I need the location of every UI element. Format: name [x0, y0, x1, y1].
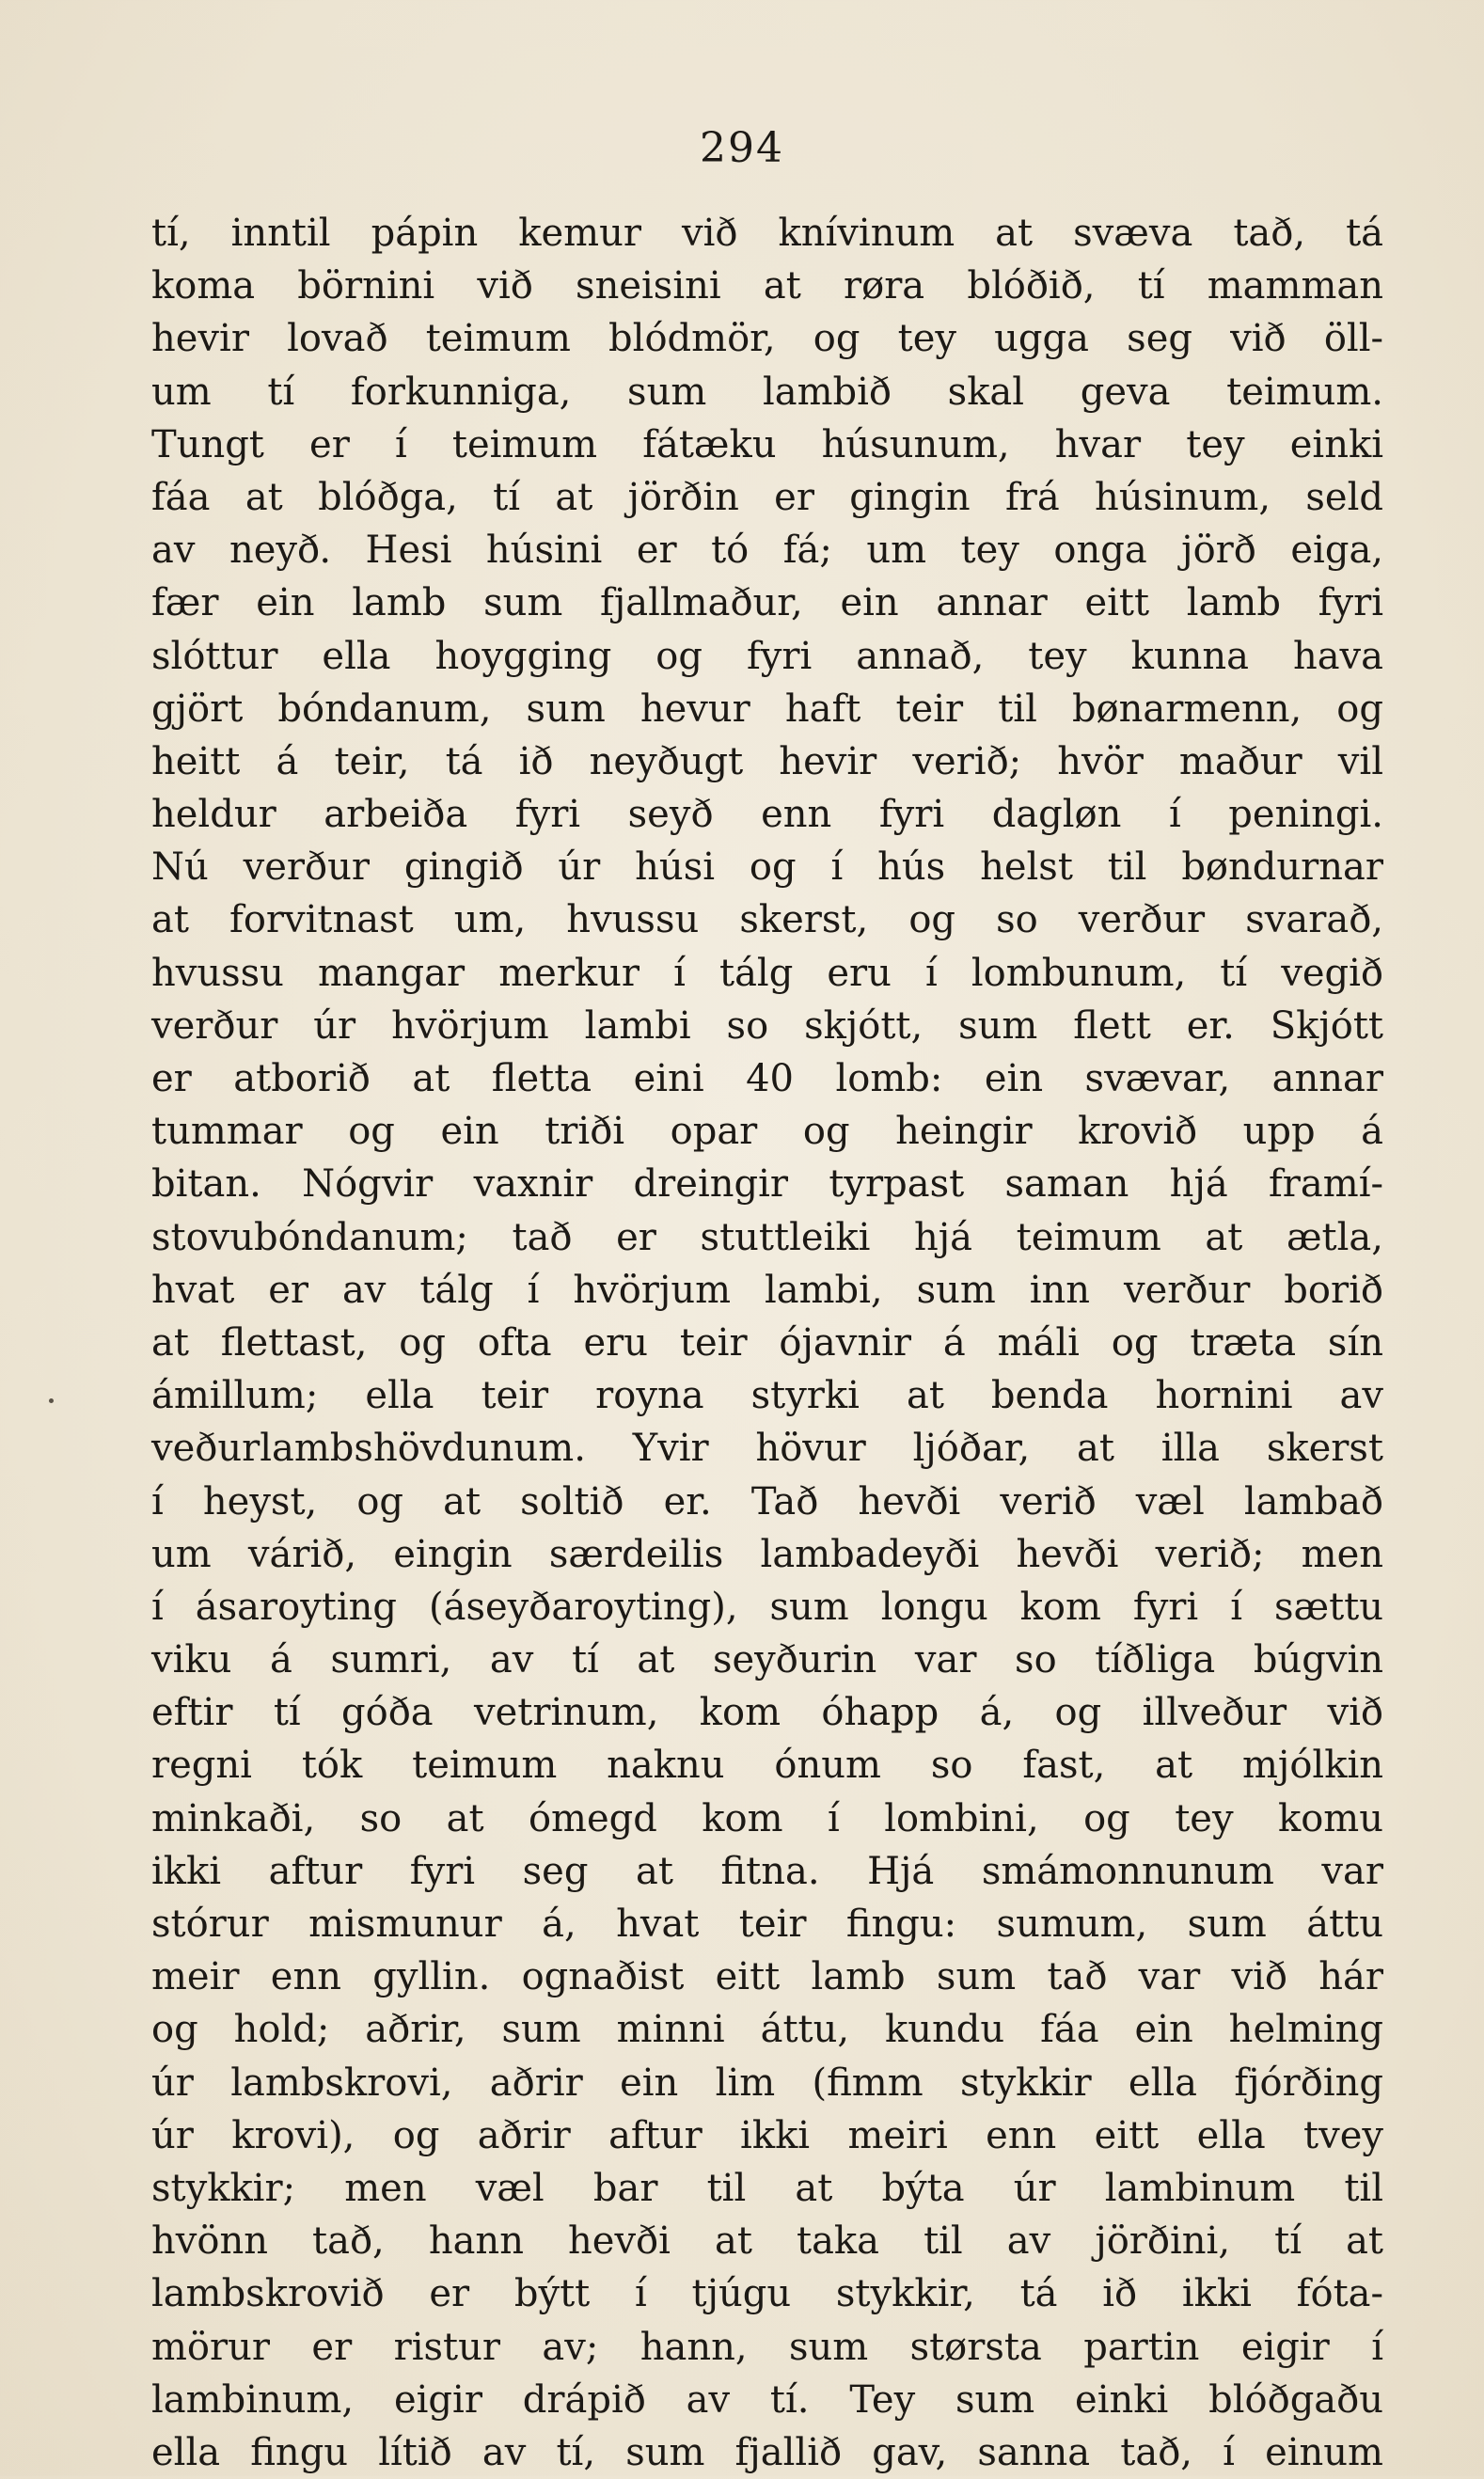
- text-line: Tungt er í teimum fátæku húsunum, hvar tey einki: [151, 422, 1383, 466]
- text-line: lambinum, eigir drápið av tí. Tey sum einki blóðgaðu: [151, 2377, 1383, 2422]
- text-line: hvönn tað, hann hevði at taka til av jörðini, tí at: [151, 2219, 1383, 2264]
- text-line: veðurlambshövdunum. Yvir hövur ljóðar, at illa skerst: [151, 1427, 1383, 1471]
- text-line: fær ein lamb sum fjallmaður, ein annar eitt lamb fyri: [151, 581, 1383, 625]
- text-line: ikki aftur fyri seg at fitna. Hjá smámonnunum var: [151, 1849, 1383, 1893]
- text-line: koma börnini við sneisini at røra blóðið, tí mamman: [151, 264, 1383, 308]
- text-line: úr krovi), og aðrir aftur ikki meiri enn eitt ella tvey: [151, 2113, 1383, 2157]
- text-line: í heyst, og at soltið er. Tað hevði verið væl lambað: [151, 1479, 1383, 1524]
- text-line: tí, inntil pápin kemur við knívinum at svæva tað, tá: [151, 212, 1383, 255]
- page-number: 294: [700, 124, 784, 172]
- text-line: av neyð. Hesi húsini er tó fá; um tey onga jörð eiga,: [151, 529, 1383, 573]
- body-text: [151, 207, 1383, 2479]
- text-line: stovubóndanum; tað er stuttleiki hjá teimum at ætla,: [151, 1215, 1383, 1259]
- text-line: mörur er ristur av; hann, sum størsta partin eigir í: [151, 2325, 1383, 2369]
- text-line: fáa at blóðga, tí at jörðin er gingin frá húsinum, seld: [151, 475, 1383, 519]
- text-line: viku á sumri, av tí at seyðurin var so tíðliga búgvin: [151, 1638, 1383, 1682]
- text-line: regni tók teimum naknu ónum so fast, at mjólkin: [151, 1744, 1383, 1788]
- text-line: um tí forkunniga, sum lambið skal geva teimum.: [151, 370, 1383, 414]
- text-line: hvussu mangar merkur í tálg eru í lombunum, tí vegið: [151, 951, 1383, 995]
- text-line: slóttur ella hoygging og fyri annað, tey kunna hava: [151, 634, 1383, 678]
- text-line: og hold; aðrir, sum minni áttu, kundu fáa ein helming: [151, 2008, 1383, 2052]
- text-line: um várið, eingin særdeilis lambadeyði hevði verið; men: [151, 1532, 1383, 1576]
- text-line: gjört bóndanum, sum hevur haft teir til bønarmenn, og: [151, 687, 1383, 731]
- margin-mark: [49, 1398, 54, 1403]
- text-line: bitan. Nógvir vaxnir dreingir tyrpast saman hjá framí-: [151, 1162, 1383, 1207]
- text-line: stykkir; men væl bar til at býta úr lambinum til: [151, 2166, 1383, 2210]
- text-line: verður úr hvörjum lambi so skjótt, sum flett er. Skjótt: [151, 1003, 1383, 1048]
- text-line: at forvitnast um, hvussu skerst, og so verður svarað,: [151, 898, 1383, 942]
- text-line: úr lambskrovi, aðrir ein lim (fimm stykkir ella fjórðing: [151, 2061, 1383, 2105]
- text-line: er atborið at fletta eini 40 lomb: ein svævar, annar: [151, 1057, 1383, 1100]
- text-line: meir enn gyllin. ognaðist eitt lamb sum tað var við hár: [151, 1955, 1383, 1999]
- text-line: lambskrovið er býtt í tjúgu stykkir, tá ið ikki fóta-: [151, 2272, 1383, 2316]
- text-line: ella fingu lítið av tí, sum fjallið gav, sanna tað, í einum: [151, 2430, 1383, 2474]
- text-line: heldur arbeiða fyri seyð enn fyri dagløn í peningi.: [151, 793, 1383, 837]
- text-line: ámillum; ella teir royna styrki at benda hornini av: [151, 1374, 1383, 1418]
- text-line: tummar og ein triði opar og heingir krovið upp á: [151, 1110, 1383, 1154]
- text-line: hvat er av tálg í hvörjum lambi, sum inn verður borið: [151, 1268, 1383, 1312]
- text-line: Nú verður gingið úr húsi og í hús helst til bøndurnar: [151, 845, 1383, 890]
- text-line: eftir tí góða vetrinum, kom óhapp á, og illveður við: [151, 1691, 1383, 1735]
- text-line: hevir lovað teimum blódmör, og tey ugga seg við öll-: [151, 317, 1383, 361]
- text-line: at flettast, og ofta eru teir ójavnir á máli og træta sín: [151, 1320, 1383, 1365]
- text-line: í ásaroyting (áseyðaroyting), sum longu kom fyri í sættu: [151, 1585, 1383, 1629]
- text-line: heitt á teir, tá ið neyðugt hevir verið; hvör maður vil: [151, 739, 1383, 783]
- text-line: stórur mismunur á, hvat teir fingu: sumum, sum áttu: [151, 1903, 1383, 1946]
- text-line: minkaði, so at ómegd kom í lombini, og tey komu: [151, 1796, 1383, 1840]
